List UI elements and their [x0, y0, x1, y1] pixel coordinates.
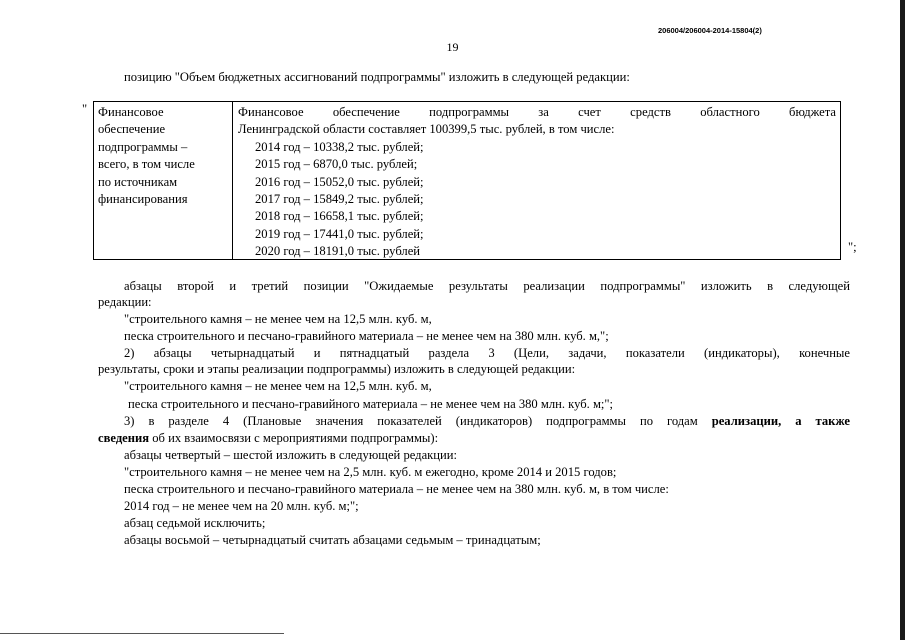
bold-fragment: реализации, а также — [711, 414, 850, 428]
document-id: 206004/206004-2014-15804(2) — [658, 26, 762, 35]
left-cell-line: подпрограммы – — [98, 139, 188, 154]
year-row: 2018 год – 16658,1 тыс. рублей; — [255, 209, 424, 224]
paragraph-line — [98, 430, 438, 446]
intro-paragraph: позицию "Объем бюджетных ассигнований подпрограммы" изложить в следующей редакции: — [124, 70, 630, 84]
year-row: 2017 год – 15849,2 тыс. рублей; — [255, 192, 424, 207]
left-cell-line: по источникам — [98, 174, 178, 189]
right-cell-line: Финансовое обеспечение подпрограммы за счет средств областного бюджета — [238, 105, 836, 119]
footer-rule — [0, 633, 284, 634]
left-cell-line: обеспечение — [98, 122, 166, 137]
funding-table — [93, 101, 841, 260]
paragraph-line: "строительного камня – не менее чем на 12,5 млн. куб. м, — [124, 379, 432, 393]
table-left-cell — [98, 104, 228, 208]
paragraph-line — [124, 413, 850, 429]
paragraph-line: песка строительного и песчано-гравийного материала – не менее чем на 380 млн. куб. м,"; — [124, 329, 609, 343]
scan-edge — [900, 0, 905, 640]
year-row: 2016 год – 15052,0 тыс. рублей; — [255, 174, 424, 189]
paragraph-line: "строительного камня – не менее чем на 2,5 млн. куб. м ежегодно, кроме 2014 и 2015 годов; — [124, 465, 617, 479]
paragraph-fragment: 3) в разделе 4 (Плановые значения показателей (индикаторов) подпрограммы по годам — [124, 414, 712, 428]
paragraph-line: абзацы восьмой – четырнадцатый считать абзацами седьмым – тринадцатым; — [124, 533, 541, 547]
paragraph-line: песка строительного и песчано-гравийного материала – не менее чем на 380 млн. куб. м, в том числе: — [124, 482, 669, 496]
paragraph-line: результаты, сроки и этапы реализации подпрограммы) изложить в следующей редакции: — [98, 362, 576, 376]
paragraph-line: 2014 год – не менее чем на 20 млн. куб. м;"; — [124, 499, 359, 513]
table-quote-open: " — [82, 102, 88, 116]
left-cell-line: всего, в том числе — [98, 157, 195, 172]
year-row: 2020 год – 18191,0 тыс. рублей — [255, 244, 421, 259]
paragraph-line: песка строительного и песчано-гравийного материала – не менее чем на 380 млн. куб. м;"; — [128, 397, 614, 411]
paragraph-line: абзац седьмой исключить; — [124, 516, 266, 530]
paragraph-line: редакции: — [98, 295, 152, 309]
paragraph-fragment: об их взаимосвязи с мероприятиями подпрограммы): — [149, 431, 439, 445]
year-row: 2015 год – 6870,0 тыс. рублей; — [255, 157, 418, 172]
left-cell-line: Финансовое — [98, 105, 164, 119]
table-column-divider — [232, 102, 233, 259]
paragraph-line: "строительного камня – не менее чем на 12,5 млн. куб. м, — [124, 312, 432, 326]
table-quote-close: "; — [848, 240, 857, 254]
page-number: 19 — [446, 40, 459, 54]
right-cell-line: Ленинградской области составляет 100399,5 тыс. рублей, в том числе: — [238, 122, 615, 137]
paragraph-line: абзацы четвертый – шестой изложить в следующей редакции: — [124, 448, 457, 462]
year-row: 2019 год – 17441,0 тыс. рублей; — [255, 226, 424, 241]
paragraph-line: абзацы второй и третий позиции "Ожидаемые результаты реализации подпрограммы" изложить в следующей — [124, 279, 850, 293]
table-right-cell — [238, 104, 836, 261]
year-row: 2014 год – 10338,2 тыс. рублей; — [255, 139, 424, 154]
left-cell-line: финансирования — [98, 192, 188, 207]
bold-fragment: сведения — [98, 431, 150, 445]
paragraph-line: 2) абзацы четырнадцатый и пятнадцатый раздела 3 (Цели, задачи, показатели (индикаторы), конечные — [124, 346, 850, 360]
